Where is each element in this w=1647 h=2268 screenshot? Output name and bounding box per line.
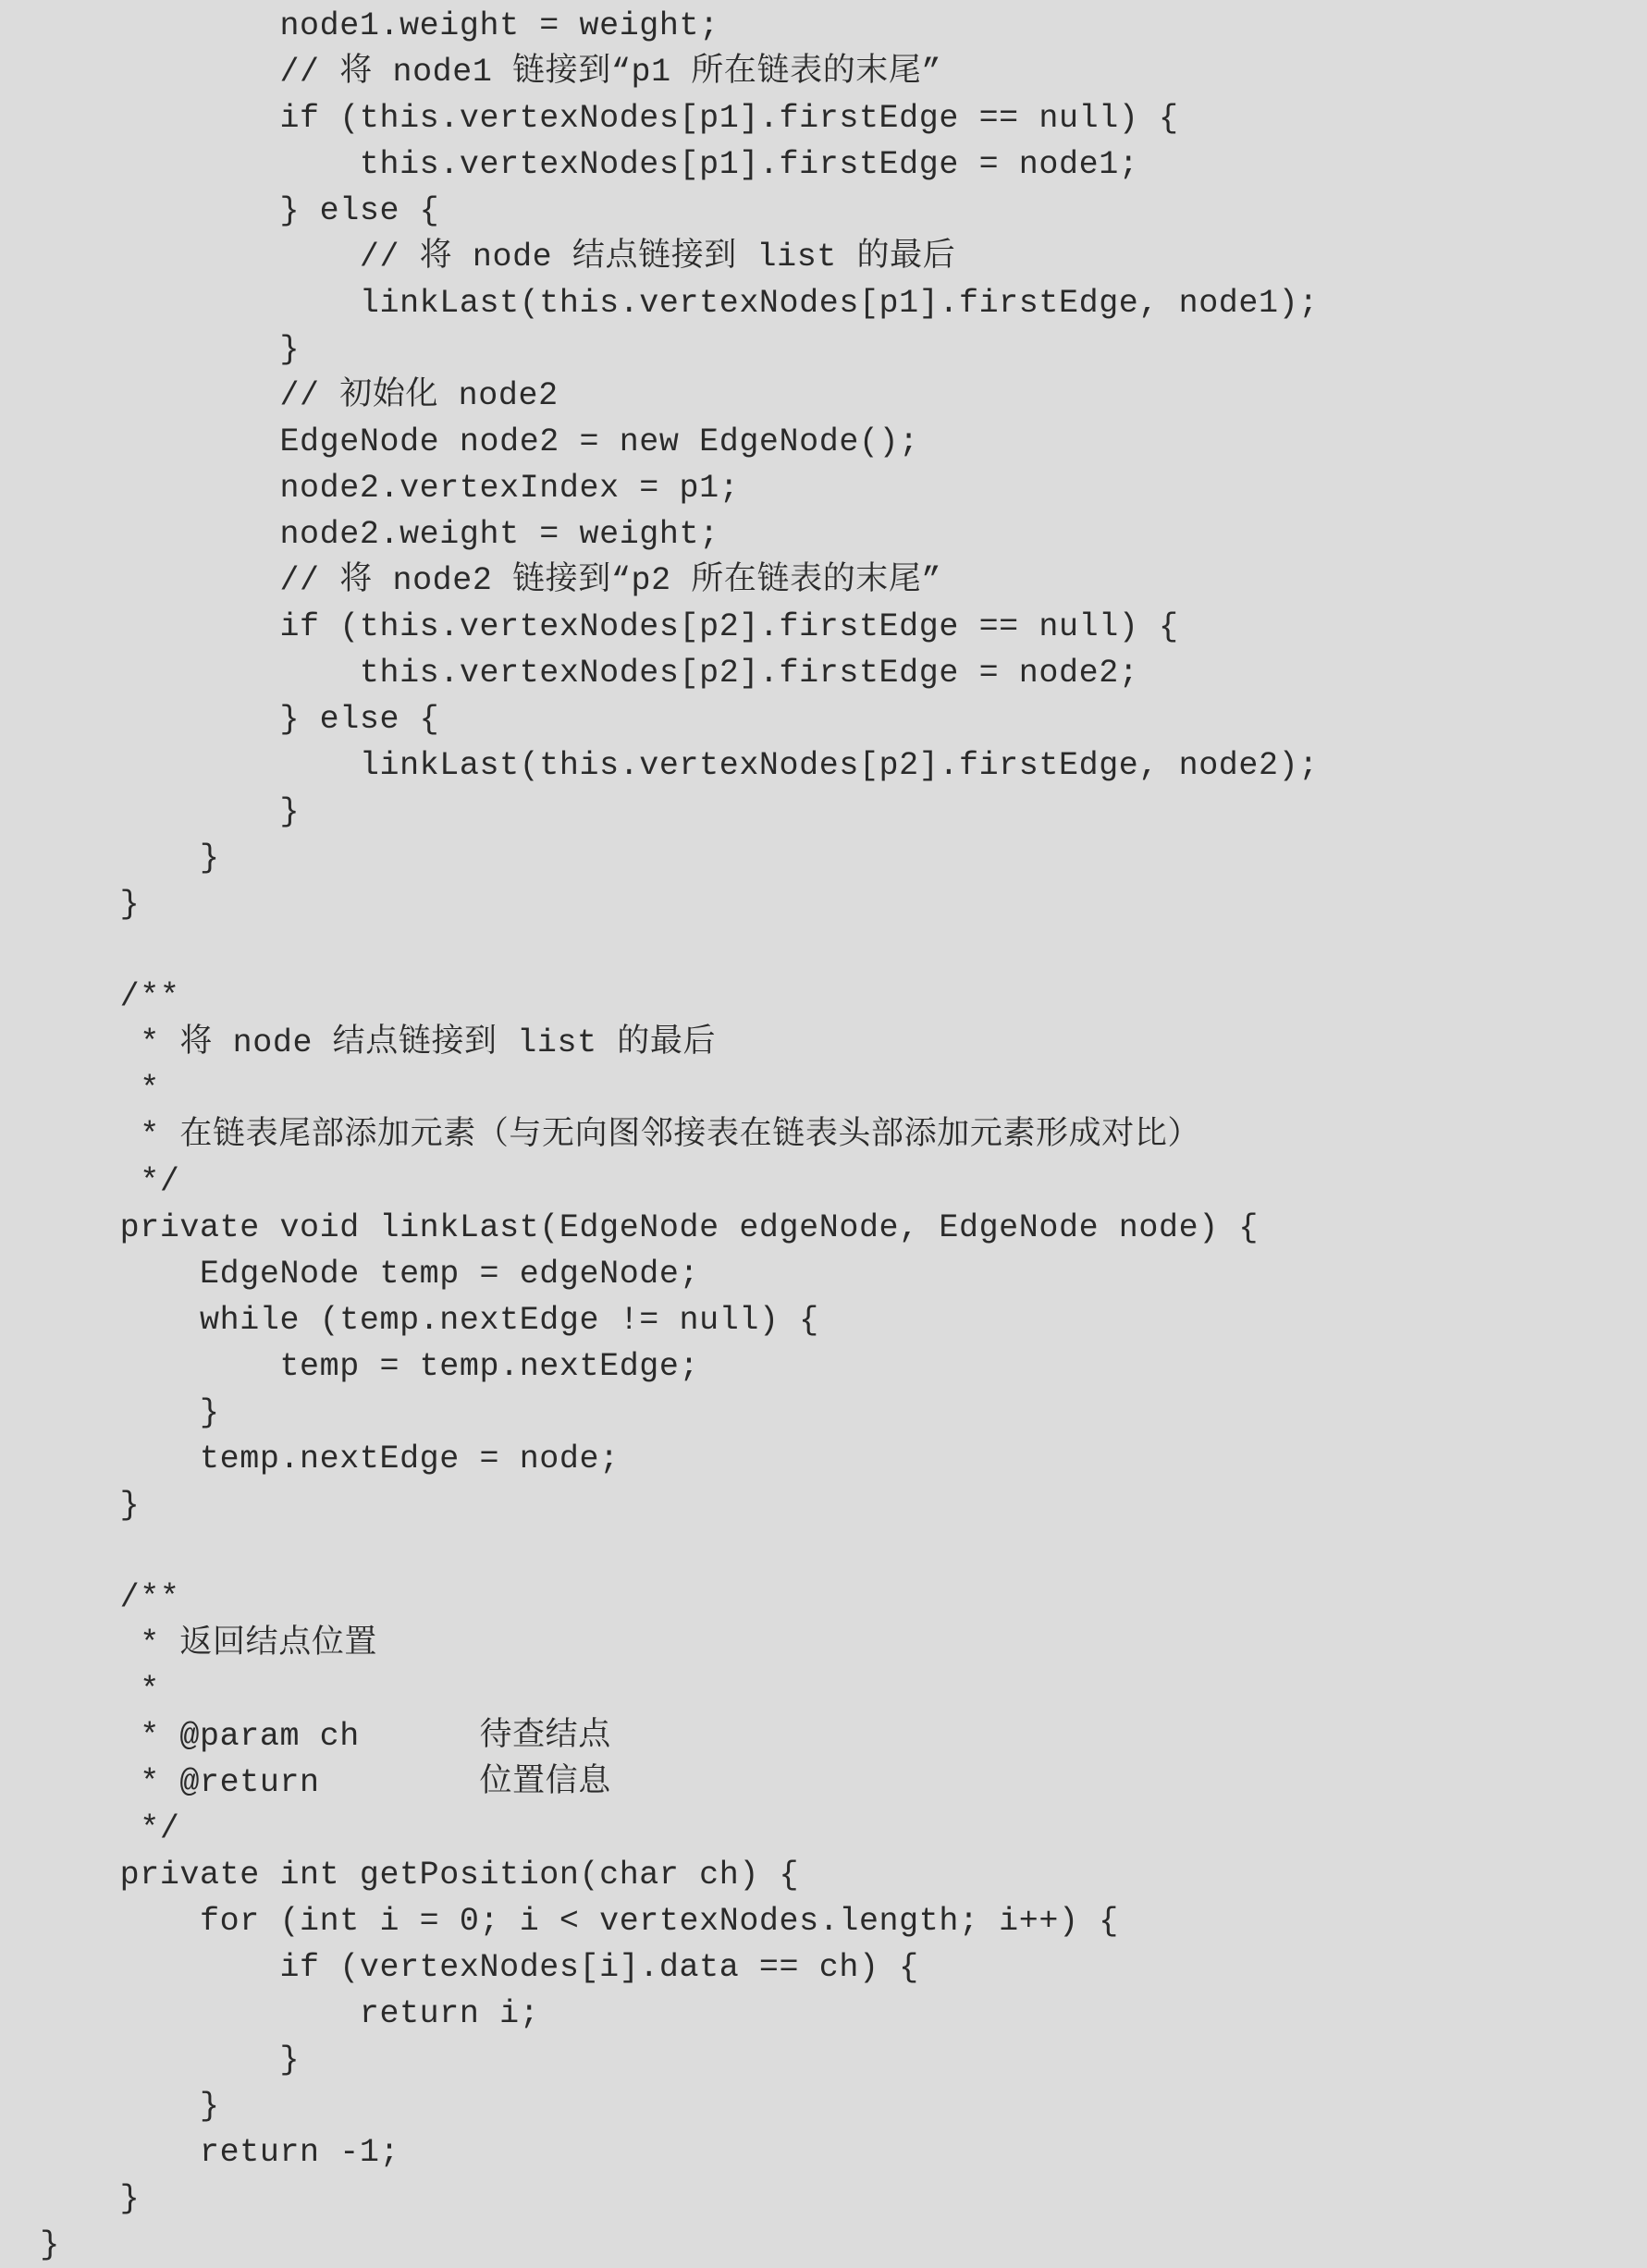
code-line: while (temp.nextEdge != null) { xyxy=(0,1302,819,1339)
code-line: } else { xyxy=(0,701,440,738)
code-line: linkLast(this.vertexNodes[p2].firstEdge, node2); xyxy=(0,747,1319,784)
code-line: node2.vertexIndex = p1; xyxy=(0,470,740,507)
blank-line xyxy=(0,1528,1319,1575)
doc-comment-line: * 将 node 结点链接到 list 的最后 xyxy=(0,1024,717,1061)
code-line: } xyxy=(0,2041,301,2078)
blank-line xyxy=(0,927,1319,974)
code-line: this.vertexNodes[p1].firstEdge = node1; xyxy=(0,146,1139,183)
code-line: temp = temp.nextEdge; xyxy=(0,1348,700,1385)
code-line: for (int i = 0; i < vertexNodes.length; i++) { xyxy=(0,1903,1119,1940)
code-line: temp.nextEdge = node; xyxy=(0,1440,620,1477)
code-block xyxy=(0,3,1319,2268)
doc-comment-line: * xyxy=(0,1672,160,1709)
code-line: } xyxy=(0,331,301,368)
code-line: return -1; xyxy=(0,2134,400,2171)
code-line: } xyxy=(0,793,301,830)
doc-comment-line: * xyxy=(0,1071,160,1108)
code-line: } else { xyxy=(0,192,440,229)
code-comment-line: // 将 node2 链接到“p2 所在链表的末尾” xyxy=(0,562,942,599)
code-line: if (vertexNodes[i].data == ch) { xyxy=(0,1949,919,1986)
code-line: } xyxy=(0,2180,141,2217)
doc-comment-line: * @param ch 待查结点 xyxy=(0,1718,611,1755)
doc-comment-line: /** xyxy=(0,1579,180,1616)
method-signature-line: private int getPosition(char ch) { xyxy=(0,1857,800,1894)
doc-comment-line: */ xyxy=(0,1810,180,1847)
code-line: } xyxy=(0,840,220,877)
doc-comment-line: * 在链表尾部添加元素（与无向图邻接表在链表头部添加元素形成对比） xyxy=(0,1117,1201,1154)
code-line: node2.weight = weight; xyxy=(0,516,719,553)
code-line: } xyxy=(0,2226,60,2263)
code-comment-line: // 将 node1 链接到“p1 所在链表的末尾” xyxy=(0,54,942,91)
doc-comment-line: * 返回结点位置 xyxy=(0,1625,378,1662)
code-line: node1.weight = weight; xyxy=(0,7,719,44)
code-line: } xyxy=(0,886,141,923)
doc-comment-line: */ xyxy=(0,1163,180,1200)
code-line: } xyxy=(0,2088,220,2125)
code-comment-line: // 将 node 结点链接到 list 的最后 xyxy=(0,239,956,276)
code-line: if (this.vertexNodes[p2].firstEdge == null) { xyxy=(0,608,1179,645)
code-line: if (this.vertexNodes[p1].firstEdge == null) { xyxy=(0,100,1179,137)
code-line: return i; xyxy=(0,1995,540,2032)
code-line: EdgeNode node2 = new EdgeNode(); xyxy=(0,423,919,460)
code-line: this.vertexNodes[p2].firstEdge = node2; xyxy=(0,655,1139,692)
code-line: EdgeNode temp = edgeNode; xyxy=(0,1256,700,1293)
method-signature-line: private void linkLast(EdgeNode edgeNode, EdgeNode node) { xyxy=(0,1209,1260,1246)
doc-comment-line: /** xyxy=(0,978,180,1015)
doc-comment-line: * @return 位置信息 xyxy=(0,1764,611,1801)
code-line: linkLast(this.vertexNodes[p1].firstEdge, node1); xyxy=(0,285,1319,322)
code-line: } xyxy=(0,1394,220,1431)
code-line: } xyxy=(0,1487,141,1524)
code-comment-line: // 初始化 node2 xyxy=(0,377,559,414)
